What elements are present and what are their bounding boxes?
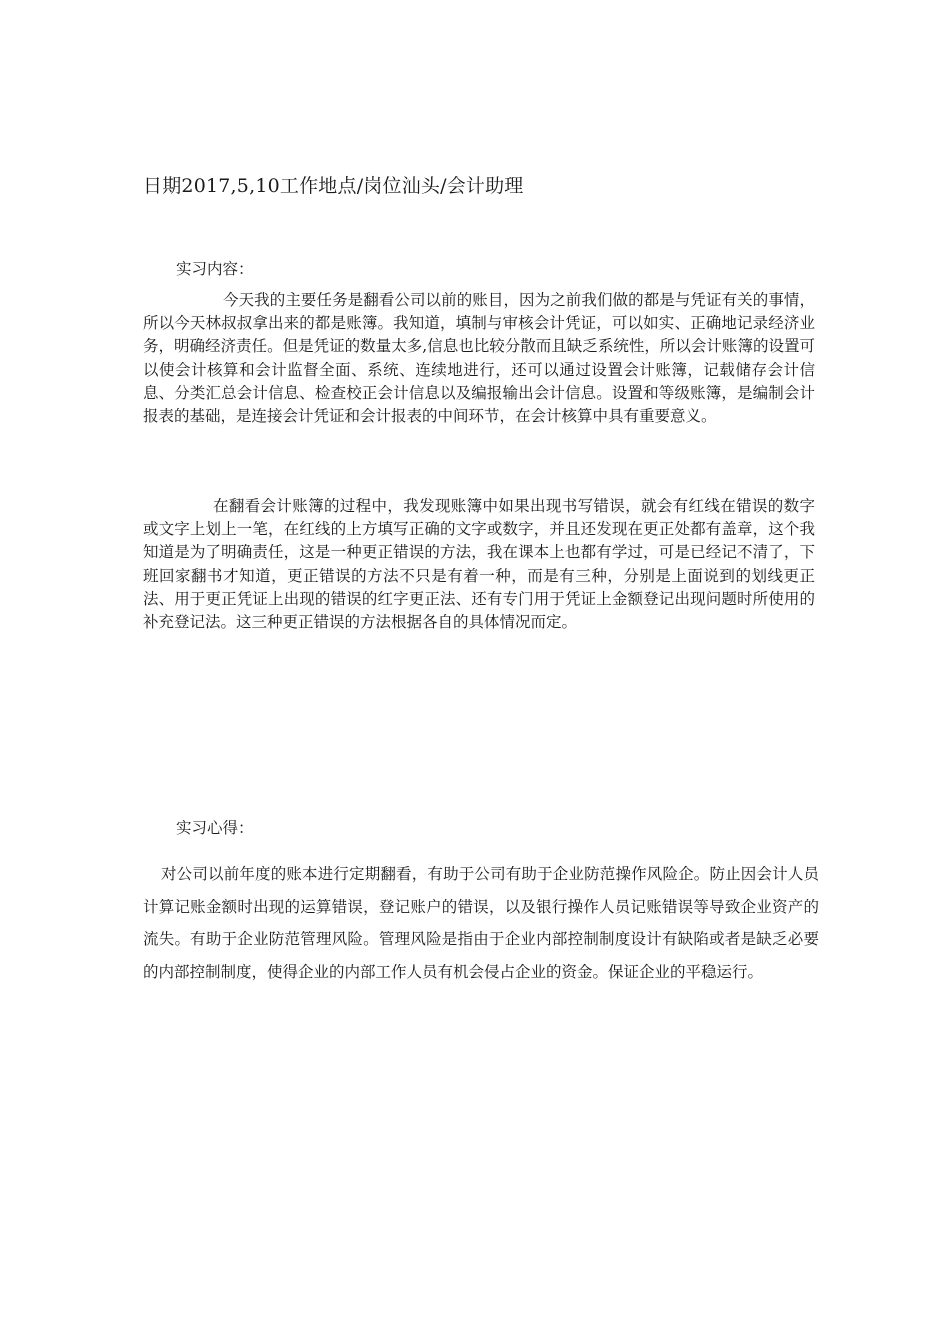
reflection-paragraph: 对公司以前年度的账本进行定期翻看，有助于公司有助于企业防范操作风险企。防止因会计人员计算记账金额时出现的运算错误，登记账户的错误，以及银行操作人员记账错误等导致企业资产的流失。有助于企业防范管理风险。管理风险是指由于企业内部控制制度设计有缺陷或者是缺乏必要的内部控制制度，使得企业的内部工作人员有机会侵占企业的资金。保证企业的平稳运行。 bbox=[143, 865, 819, 981]
internship-reflection-label: 实习心得： bbox=[176, 819, 254, 837]
document-header: 日期2017,5,10工作地点/岗位汕头/会计助理 bbox=[143, 175, 524, 197]
content-paragraph-1: 今天我的主要任务是翻看公司以前的账目，因为之前我们做的都是与凭证有关的事情，所以今天林叔叔拿出来的都是账簿。我知道，填制与审核会计凭证，可以如实、正确地记录经济业务，明确经济责任。但是凭证的数量太多,信息也比较分散而且缺乏系统性，所以会计账簿的设置可以使会计核算和会计监督全面、系统、连续地进行，还可以通过设置会计账簿，记载储存会计信息、分类汇总会计信息、检查校正会计信息以及编报输出会计信息。设置和等级账簿，是编制会计报表的基础，是连接会计凭证和会计报表的中间环节，在会计核算中具有重要意义。 bbox=[143, 291, 815, 426]
content-paragraph-2: 在翻看会计账簿的过程中，我发现账簿中如果出现书写错误，就会有红线在错误的数字或文字上划上一笔，在红线的上方填写正确的文字或数字，并且还发现在更正处都有盖章，这个我知道是为了明确责任，这是一种更正错误的方法，我在课本上也都有学过，可是已经记不清了，下班回家翻书才知道，更正错误的方法不只是有着一种，而是有三种，分别是上面说到的划线更正法、用于更正凭证上出现的错误的红字更正法、还有专门用于凭证上金额登记出现问题时所使用的补充登记法。这三种更正错误的方法根据各自的具体情况而定。 bbox=[143, 497, 815, 632]
internship-content-label: 实习内容： bbox=[176, 260, 254, 278]
